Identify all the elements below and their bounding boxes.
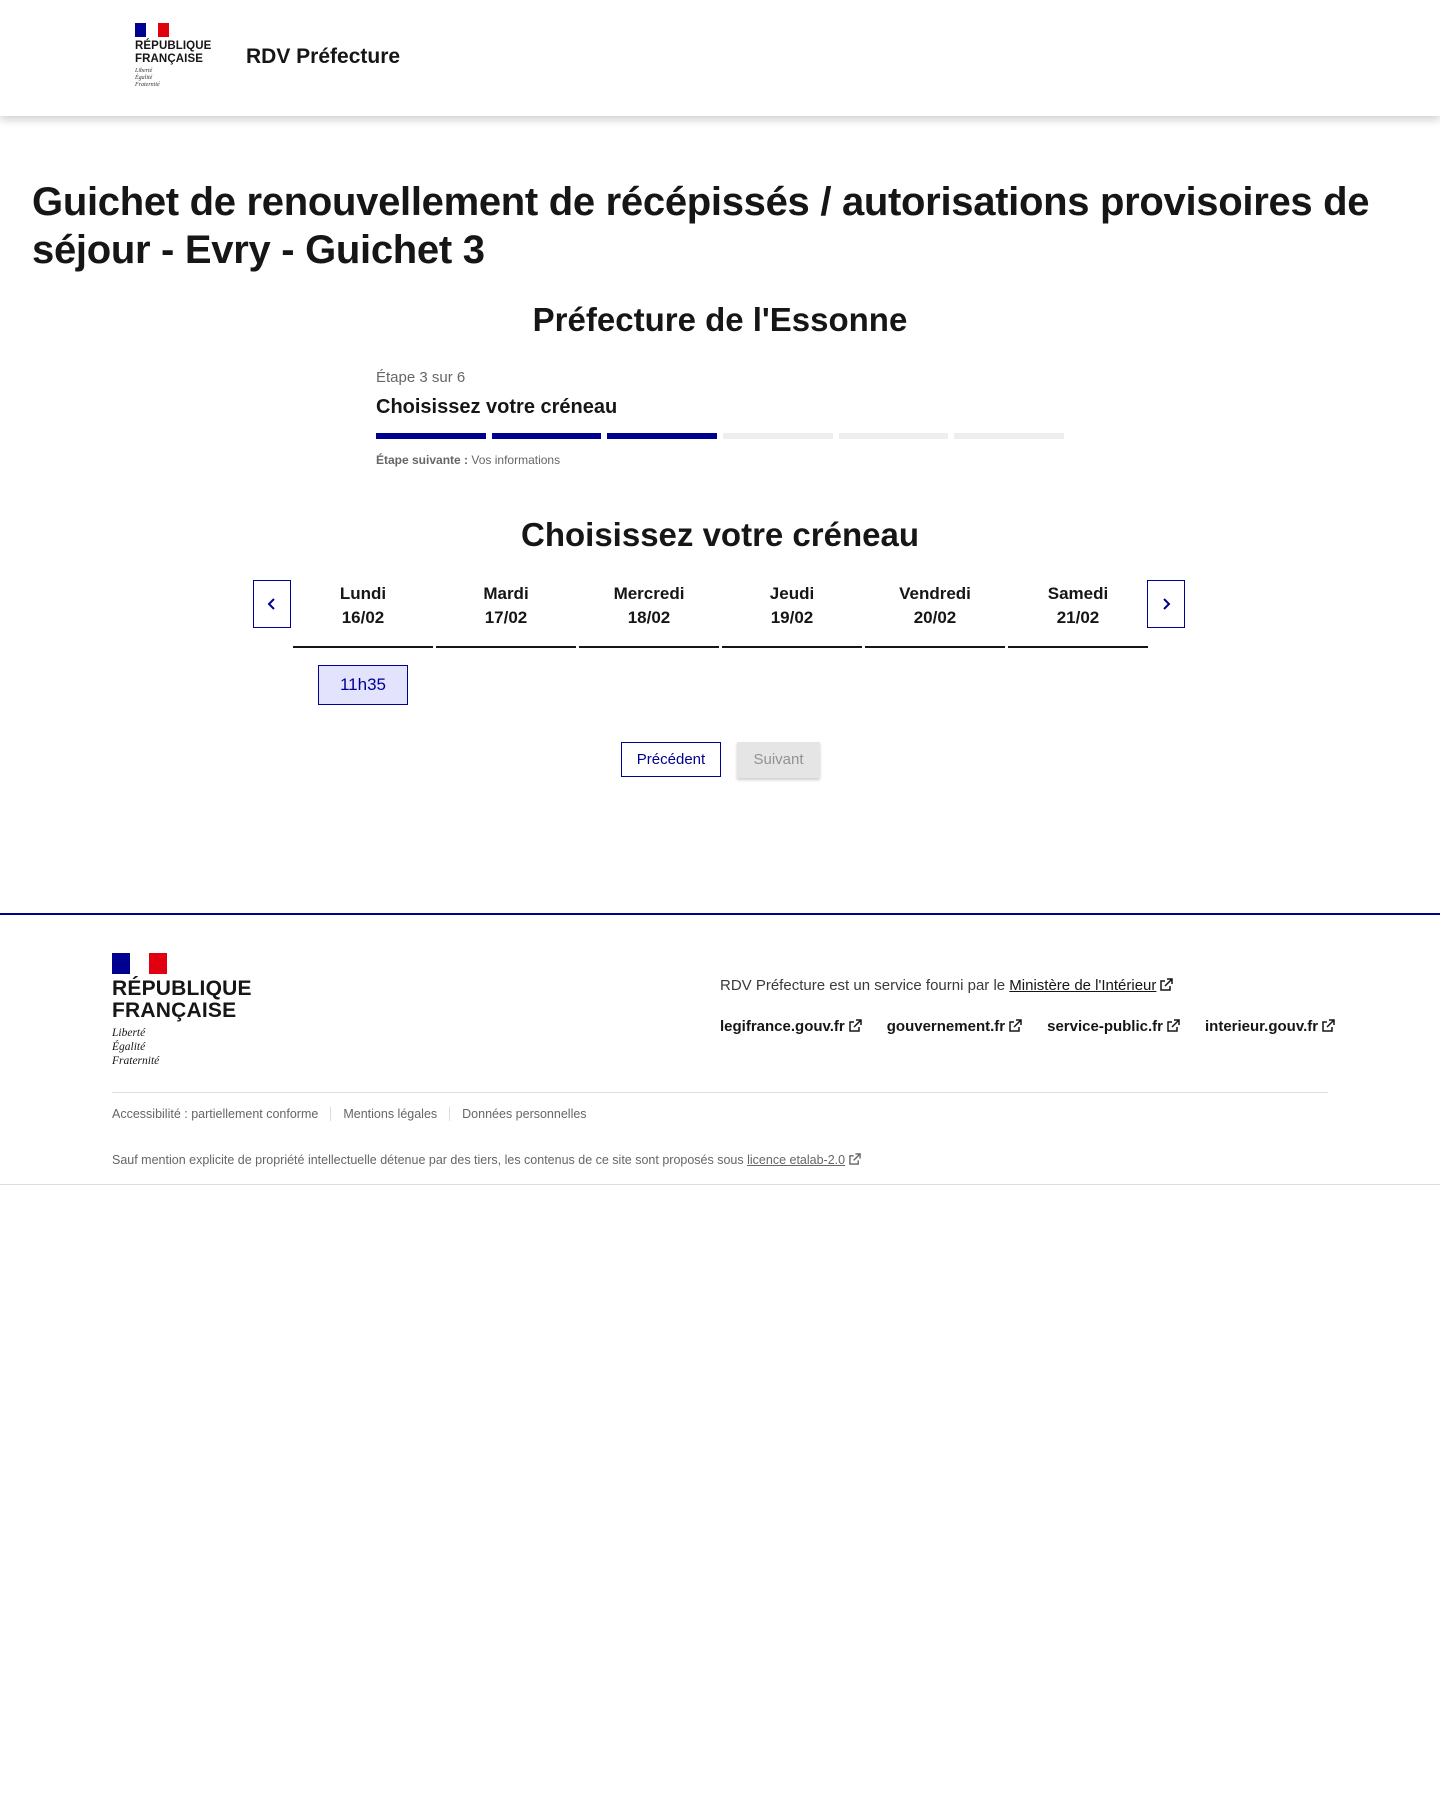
day-name: Lundi: [339, 584, 387, 603]
footer-description: [720, 977, 1173, 994]
stepper-state: Étape 3 sur 6: [376, 369, 466, 386]
previous-week-button[interactable]: [253, 580, 291, 628]
day-name: Mardi: [483, 584, 529, 603]
footer-license: [112, 1153, 861, 1167]
day-name: Mercredi: [613, 584, 685, 603]
ministere-link[interactable]: Ministère de l'Intérieur: [1009, 977, 1173, 994]
day-column: [293, 582, 433, 648]
external-link-icon: [849, 1019, 862, 1032]
gouvernement-link[interactable]: gouvernement.fr: [887, 1018, 1022, 1035]
footer-bottom-links: [112, 1107, 599, 1121]
day-date: 16/02: [341, 608, 385, 627]
day-column: [436, 582, 576, 648]
time-slot-button[interactable]: 11h35: [318, 665, 408, 705]
mentions-legales-link[interactable]: Mentions légales: [330, 1107, 449, 1121]
day-date: 21/02: [1056, 608, 1100, 627]
footer-license-text: Sauf mention explicite de propriété intellectuelle détenue par des tiers, les contenus de ce site sont proposés sous: [112, 1153, 748, 1167]
legifrance-link[interactable]: legifrance.gouv.fr: [720, 1018, 862, 1035]
stepper-title: Choisissez votre créneau: [376, 396, 618, 418]
day-name: Vendredi: [899, 584, 971, 603]
marianne-flag-icon: [112, 953, 167, 974]
prefecture-title: Préfecture de l'Essonne: [532, 301, 908, 338]
footer-logo-devise: Liberté Égalité Fraternité: [112, 1027, 160, 1067]
next-week-button[interactable]: [1147, 580, 1185, 628]
stepper-segment: [723, 433, 833, 439]
day-column: [1008, 582, 1148, 648]
previous-button[interactable]: Précédent: [621, 742, 721, 777]
footer-divider: [112, 1092, 1328, 1093]
stepper-segment: [607, 433, 717, 439]
stepper-segment: [954, 433, 1064, 439]
logo-devise: Liberté Égalité Fraternité: [135, 68, 160, 88]
logo-text: RÉPUBLIQUE FRANÇAISE: [135, 40, 212, 65]
external-link-icon: [849, 1153, 861, 1165]
accessibilite-link[interactable]: Accessibilité : partiellement conforme: [112, 1107, 319, 1121]
day-date: 17/02: [484, 608, 528, 627]
external-link-icon: [1160, 978, 1173, 991]
donnees-personnelles-link[interactable]: Données personnelles: [449, 1107, 598, 1121]
stepper: [376, 369, 1064, 467]
site-footer: [0, 913, 1440, 1185]
day-columns: [293, 582, 1148, 648]
external-link-icon: [1167, 1019, 1180, 1032]
stepper-next-value: Vos informations: [471, 453, 561, 467]
stepper-segment: [492, 433, 602, 439]
day-date: 18/02: [627, 608, 671, 627]
day-name: Jeudi: [769, 584, 815, 603]
page-title: Guichet de renouvellement de récépissés / autorisations provisoires de séjour - Evry - Guichet 3: [32, 180, 1370, 272]
day-column: [722, 582, 862, 648]
stepper-next-step: [376, 453, 1064, 467]
chevron-left-icon: [266, 597, 278, 611]
stepper-segment: [839, 433, 949, 439]
republique-francaise-logo[interactable]: [135, 23, 215, 89]
day-date: 20/02: [913, 608, 957, 627]
interieur-link[interactable]: interieur.gouv.fr: [1205, 1018, 1335, 1035]
day-column: [865, 582, 1005, 648]
service-public-link[interactable]: service-public.fr: [1047, 1018, 1180, 1035]
licence-etalab-link[interactable]: licence etalab-2.0: [747, 1153, 861, 1167]
footer-republique-francaise-logo[interactable]: [112, 953, 252, 1068]
external-link-icon: [1322, 1019, 1335, 1032]
day-column: [579, 582, 719, 648]
footer-description-text: RDV Préfecture est un service fourni par le: [720, 977, 1010, 994]
stepper-segment: [376, 433, 486, 439]
day-date: 19/02: [770, 608, 814, 627]
footer-logo-text: RÉPUBLIQUE FRANÇAISE: [112, 977, 252, 1022]
footer-external-links: [720, 1018, 1335, 1035]
next-button-disabled[interactable]: Suivant: [737, 742, 820, 778]
chevron-right-icon: [1160, 597, 1172, 611]
stepper-next-label: Étape suivante :: [376, 453, 469, 467]
day-name: Samedi: [1047, 584, 1109, 603]
slot-section-title: Choisissez votre créneau: [521, 516, 919, 553]
service-name-link[interactable]: RDV Préfecture: [246, 45, 401, 68]
marianne-flag-icon: [135, 23, 169, 37]
external-link-icon: [1009, 1019, 1022, 1032]
site-header: [0, 0, 1440, 116]
stepper-progress: [376, 433, 1064, 439]
